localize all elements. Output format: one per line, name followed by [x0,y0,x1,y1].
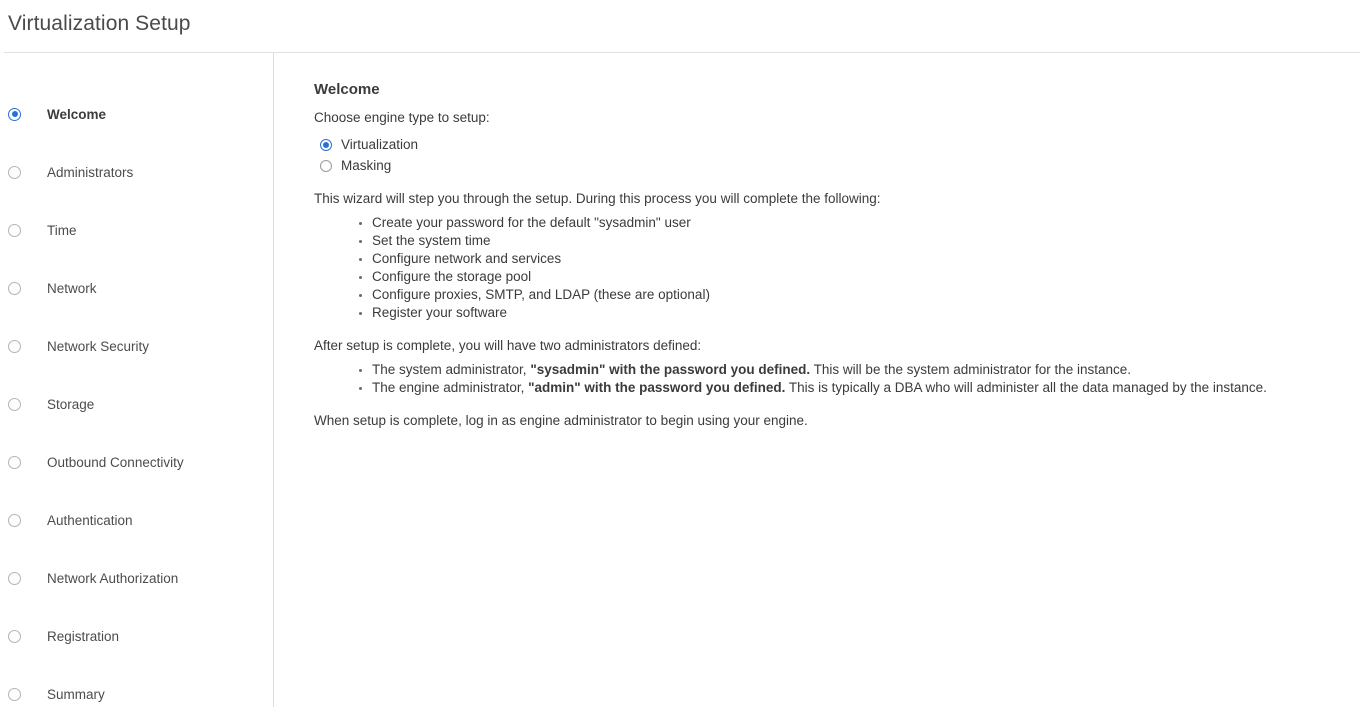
list-item: • Configure network and services [372,250,1364,268]
radio-option-virtualization[interactable] [320,135,1364,154]
list-item [372,379,1364,397]
admin-emphasis: "sysadmin" with the password you defined. [530,362,811,377]
sidebar-item-label: Network Authorization [47,570,179,586]
sidebar-item-network[interactable] [0,259,273,317]
step-radio-icon [8,688,21,701]
admin-prefix: The engine administrator, [372,380,529,395]
wizard-content-pane [274,53,1364,707]
sidebar-item-network-security[interactable] [0,317,273,375]
content-title: Welcome [314,81,380,98]
step-radio-icon [8,572,21,585]
engine-type-prompt: Choose engine type to setup: [314,110,490,125]
step-radio-icon [8,282,21,295]
sidebar-item-label: Administrators [47,164,134,180]
list-item: • Register your software [372,304,1364,322]
step-radio-icon [8,340,21,353]
step-radio-icon [8,224,21,237]
administrators-intro-text: After setup is complete, you will have two administrators defined: [314,338,702,353]
radio-label: Virtualization [341,137,419,152]
sidebar-item-welcome[interactable] [0,85,273,143]
radio-option-masking[interactable] [320,156,1364,175]
step-radio-icon [8,108,21,121]
sidebar-item-label: Registration [47,628,120,644]
admin-suffix: This is typically a DBA who will administer all the data managed by the instance. [785,380,1267,395]
sidebar-item-registration[interactable] [0,607,273,665]
wizard-intro-text: This wizard will step you through the setup. During this process you will complete the following: [314,191,881,206]
admin-suffix: This will be the system administrator for the instance. [810,362,1132,377]
sidebar-item-summary[interactable] [0,665,273,723]
sidebar-item-label: Network [47,280,97,296]
step-radio-icon [8,514,21,527]
step-radio-icon [8,456,21,469]
sidebar-item-label: Time [47,222,77,238]
radio-icon [320,160,332,172]
setup-steps-list [314,214,1364,322]
sidebar-item-label: Welcome [47,106,107,122]
admin-emphasis: "admin" with the password you defined. [528,380,786,395]
list-item: • Set the system time [372,232,1364,250]
sidebar-item-network-authorization[interactable] [0,549,273,607]
list-item: • Create your password for the default "sysadmin" user [372,214,1364,232]
closing-text: When setup is complete, log in as engine administrator to begin using your engine. [314,413,808,428]
sidebar-item-administrators[interactable] [0,143,273,201]
page-title: Virtualization Setup [8,12,191,35]
sidebar-item-label: Authentication [47,512,133,528]
radio-icon [320,139,332,151]
main-layout [0,53,1364,707]
step-radio-icon [8,630,21,643]
admin-prefix: The system administrator, [372,362,531,377]
list-item: • Configure proxies, SMTP, and LDAP (these are optional) [372,286,1364,304]
sidebar-item-label: Network Security [47,338,150,354]
step-radio-icon [8,166,21,179]
radio-label: Masking [341,158,392,173]
wizard-steps-sidebar [0,53,274,707]
sidebar-item-storage[interactable] [0,375,273,433]
sidebar-item-label: Summary [47,686,105,702]
sidebar-item-label: Outbound Connectivity [47,454,184,470]
step-radio-icon [8,398,21,411]
list-item: • Configure the storage pool [372,268,1364,286]
sidebar-item-label: Storage [47,396,95,412]
administrators-list [314,361,1364,397]
sidebar-item-outbound-connectivity[interactable] [0,433,273,491]
list-item [372,361,1364,379]
sidebar-item-authentication[interactable] [0,491,273,549]
sidebar-item-time[interactable] [0,201,273,259]
